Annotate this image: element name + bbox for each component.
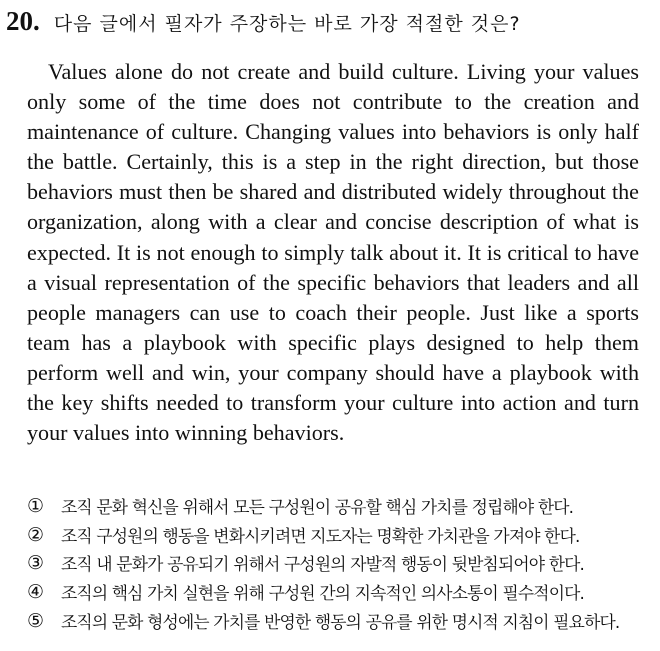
passage-text: Values alone do not create and build culture. Living your values only some of the time does not contribute to the creation and maintenance of culture. Changing values into behaviors is only half the battle. Certainly, this is a step in the right direction, but those behaviors must then be shared and distributed widely throughout the organization, along with a clear and concise description of what is expected. It is not enough to simply talk about it. It is critical to have a visual representation of the specific behaviors that leaders and all people managers can use to coach their people. Just like a sports team has a playbook with specific plays designed to help them perform well and win, your company should have a playbook with the key shifts needed to transform your culture into action and turn your values into winning behaviors. xyxy=(27,59,639,446)
answer-option-5[interactable] xyxy=(27,606,639,635)
option-marker-2: ② xyxy=(27,523,45,546)
answer-option-1[interactable] xyxy=(27,492,639,521)
option-text-4: 조직의 핵심 가치 실현을 위해 구성원 간의 지속적인 의사소통이 필수적이다. xyxy=(61,583,585,604)
option-marker-1: ① xyxy=(27,495,45,518)
answer-option-2[interactable] xyxy=(27,521,639,550)
answer-option-3[interactable] xyxy=(27,549,639,578)
option-marker-3: ③ xyxy=(27,552,45,575)
question-number: 20. xyxy=(6,6,40,36)
answer-options xyxy=(27,492,639,635)
option-text-2: 조직 구성원의 행동을 변화시키려면 지도자는 명확한 가치관을 가져야 한다. xyxy=(61,525,580,546)
option-text-1: 조직 문화 혁신을 위해서 모든 구성원이 공유할 핵심 가치를 정립해야 한다. xyxy=(61,497,574,518)
option-marker-4: ④ xyxy=(27,581,45,604)
question-prompt: 다음 글에서 필자가 주장하는 바로 가장 적절한 것은? xyxy=(53,13,521,35)
option-text-3: 조직 내 문화가 공유되기 위해서 구성원의 자발적 행동이 뒷받침되어야 한다. xyxy=(61,554,585,575)
answer-option-4[interactable] xyxy=(27,578,639,607)
option-text-5: 조직의 문화 형성에는 가치를 반영한 행동의 공유를 위한 명시적 지침이 필요하다. xyxy=(61,611,620,632)
question-header xyxy=(6,6,650,42)
option-marker-5: ⑤ xyxy=(27,609,45,632)
